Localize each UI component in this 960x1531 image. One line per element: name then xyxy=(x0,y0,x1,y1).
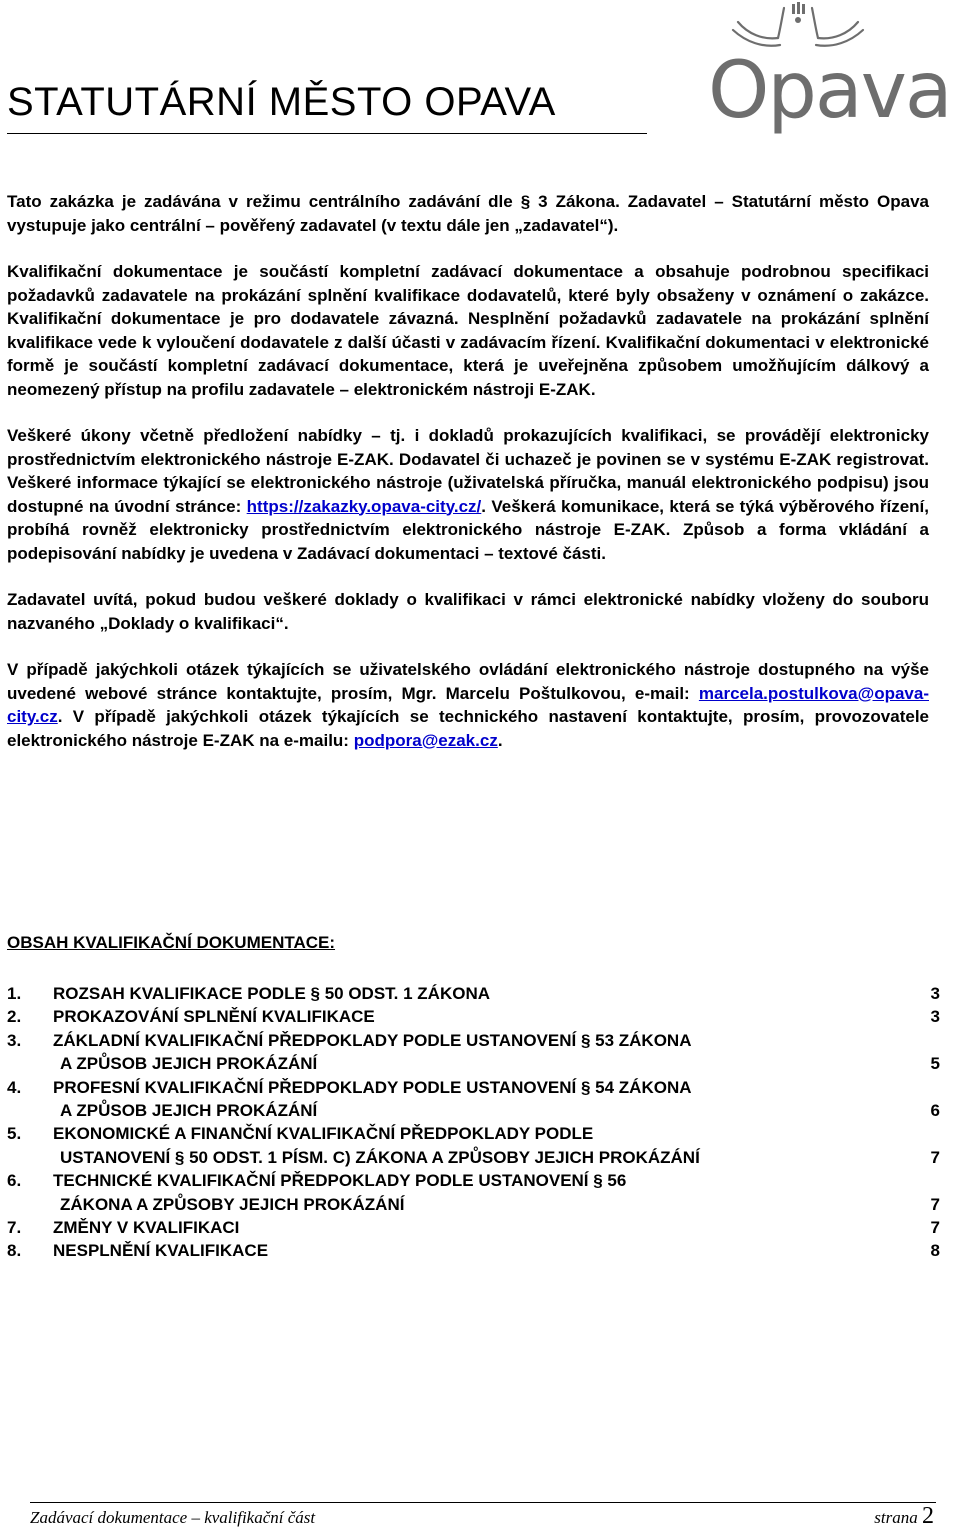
paragraph-contact xyxy=(7,658,929,752)
footer-page-label: strana xyxy=(874,1508,922,1527)
text-span: . Veškerá komunikace, která se týká výběrového řízení, probíhá rovněž elektronicky prostřednictvím elektronického nástroje E-ZAK. Způsob a forma vkládání a podepisování nabídky je uvedena v Zadávací dokumentaci – textové části. xyxy=(7,496,929,563)
text-span: V případě jakýchkoli otázek týkajících se uživatelského ovládání elektronického nástroje dostupného na výše uvedené webové stránce kontaktujte, prosím, Mgr. Marcelu Poštulkovou, e-mail: xyxy=(7,660,929,703)
footer-document-name: Zadávací dokumentace – kvalifikační část xyxy=(30,1508,316,1527)
toc-line xyxy=(7,982,940,1005)
toc-line xyxy=(7,1052,940,1075)
toc-title-continued: A ZPŮSOB JEJICH PROKÁZÁNÍ xyxy=(60,1054,318,1074)
toc-number: 6. xyxy=(7,1171,22,1191)
header-divider xyxy=(7,133,647,134)
toc-number: 5. xyxy=(7,1124,22,1144)
toc-line xyxy=(7,1239,940,1262)
paragraph-evidence-file: Zadavatel uvítá, pokud budou veškeré doklady o kvalifikaci v rámci elektronické nabídky vloženy do souboru nazvaného „Doklady o kvalifikaci“. xyxy=(7,590,929,633)
toc-page-number: 3 xyxy=(930,984,940,1003)
toc-entry[interactable] xyxy=(7,1122,940,1169)
toc-entry[interactable] xyxy=(7,1076,940,1123)
toc-heading: OBSAH KVALIFIKAČNÍ DOKUMENTACE: xyxy=(7,933,336,952)
toc-number: 8. xyxy=(7,1241,22,1261)
email-link-support[interactable]: podpora@ezak.cz xyxy=(353,730,498,750)
toc-title: PROFESNÍ KVALIFIKAČNÍ PŘEDPOKLADY PODLE USTANOVENÍ § 54 ZÁKONA xyxy=(53,1077,692,1097)
toc-line xyxy=(7,1216,940,1239)
toc-line xyxy=(7,1029,940,1052)
toc-title: EKONOMICKÉ A FINANČNÍ KVALIFIKAČNÍ PŘEDPOKLADY PODLE xyxy=(53,1124,594,1144)
opava-logo xyxy=(708,0,958,150)
footer-page-indicator xyxy=(874,1503,934,1530)
table-of-contents xyxy=(7,982,940,1263)
toc-line xyxy=(7,1076,940,1099)
toc-entry[interactable] xyxy=(7,1216,940,1239)
toc-title: NESPLNĚNÍ KVALIFIKACE xyxy=(53,1241,269,1261)
toc-page-number: 7 xyxy=(930,1194,940,1214)
toc-entry[interactable] xyxy=(7,1239,940,1262)
ezak-link[interactable]: https://zakazky.opava-city.cz/ xyxy=(246,496,482,516)
paragraph-electronic-acts xyxy=(7,424,929,565)
text-span: . xyxy=(497,730,503,750)
toc-title-continued: ZÁKONA A ZPŮSOBY JEJICH PROKÁZÁNÍ xyxy=(60,1194,405,1214)
toc-title-continued: USTANOVENÍ § 50 ODST. 1 PÍSM. C) ZÁKONA A ZPŮSOBY JEJICH PROKÁZÁNÍ xyxy=(60,1147,700,1167)
toc-page-number: 5 xyxy=(930,1054,940,1074)
toc-entry[interactable] xyxy=(7,1005,940,1028)
toc-entry[interactable] xyxy=(7,1169,940,1216)
toc-entry[interactable] xyxy=(7,982,940,1005)
toc-line xyxy=(7,1122,940,1145)
toc-page-number: 7 xyxy=(930,1217,940,1237)
toc-title: ROZSAH KVALIFIKACE PODLE § 50 ODST. 1 ZÁKONA xyxy=(53,984,491,1003)
toc-line xyxy=(7,1169,940,1192)
toc-number: 4. xyxy=(7,1077,22,1097)
toc-page-number: 8 xyxy=(930,1241,940,1261)
toc-title: ZMĚNY V KVALIFIKACI xyxy=(53,1217,240,1237)
toc-entry[interactable] xyxy=(7,1029,940,1076)
toc-title: PROKAZOVÁNÍ SPLNĚNÍ KVALIFIKACE xyxy=(53,1007,375,1027)
toc-number: 1. xyxy=(7,984,22,1003)
toc-number: 3. xyxy=(7,1030,22,1050)
text-span: Veškeré úkony včetně předložení nabídky – tj. i dokladů prokazujících kvalifikaci, se provádějí elektronicky prostřednictvím elektronického nástroje E-ZAK. Dodavatel či uchazeč je povinen se v systému E-ZAK registrovat. Veškeré informace týkající se elektronického nástroje (uživatelská příručka, manuál elektronického podpisu) jsou dostupné na úvodní stránce: xyxy=(7,426,929,516)
toc-number: 7. xyxy=(7,1217,22,1237)
toc-title-continued: A ZPŮSOB JEJICH PROKÁZÁNÍ xyxy=(60,1100,318,1120)
toc-page-number: 3 xyxy=(930,1007,940,1027)
paragraph-centralized-procurement: Tato zakázka je zadávána v režimu centrálního zadávání dle § 3 Zákona. Zadavatel – Statutární město Opava vystupuje jako centrální – pověřený zadavatel (v textu dále jen „zadavatel“). xyxy=(7,192,929,235)
toc-line xyxy=(7,1193,940,1216)
footer-divider xyxy=(30,1502,936,1503)
toc-line xyxy=(7,1146,940,1169)
toc-number: 2. xyxy=(7,1007,22,1027)
page-title: STATUTÁRNÍ MĚSTO OPAVA xyxy=(7,80,556,124)
toc-title: ZÁKLADNÍ KVALIFIKAČNÍ PŘEDPOKLADY PODLE USTANOVENÍ § 53 ZÁKONA xyxy=(53,1030,692,1050)
toc-page-number: 6 xyxy=(930,1100,940,1120)
toc-line xyxy=(7,1005,940,1028)
footer-page-number: 2 xyxy=(922,1503,934,1529)
email-link-postulkova[interactable]: marcela.postulkova@opava-city.cz xyxy=(7,683,929,726)
toc-title: TECHNICKÉ KVALIFIKAČNÍ PŘEDPOKLADY PODLE USTANOVENÍ § 56 xyxy=(53,1171,627,1191)
paragraph-qualification-docs: Kvalifikační dokumentace je součástí kompletní zadávací dokumentace a obsahuje podrobnou specifikaci požadavků zadavatele na prokázání splnění kvalifikace dodavatelů, které byly obsaženy v oznámení o zakázce. Kvalifikační dokumentace je pro dodavatele závazná. Nesplnění požadavků zadavatele na prokázání splnění kvalifikace vede k vyloučení dodavatele z další účasti v zadávacím řízení. Kvalifikační dokumentaci v elektronické formě je součástí kompletní zadávací dokumentace, která je uveřejněna způsobem umožňujícím dálkový a neomezený přístup na profilu zadavatele – elektronickém nástroji E-ZAK. xyxy=(7,262,929,399)
text-span: . V případě jakýchkoli otázek týkajících se technického nastavení kontaktujte, prosím, provozovatele elektronického nástroje E-ZAK na e-mailu: xyxy=(7,707,929,750)
toc-line xyxy=(7,1099,940,1122)
toc-page-number: 7 xyxy=(930,1147,940,1167)
intro-section xyxy=(7,190,929,775)
logo-wordmark: Opava xyxy=(708,46,951,136)
